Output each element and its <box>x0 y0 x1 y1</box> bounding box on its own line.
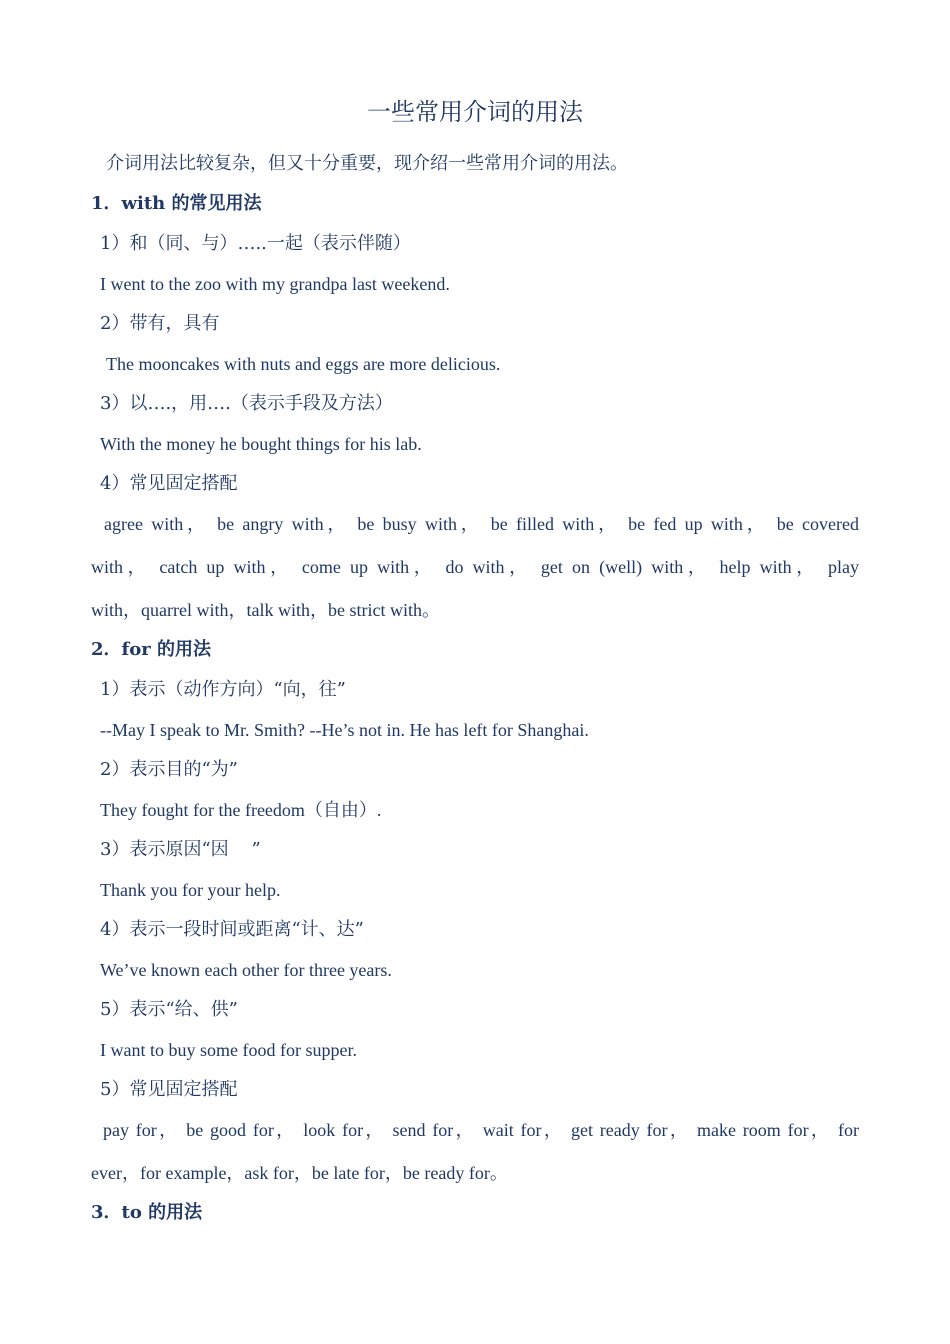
collocation-line: with，quarrel with，talk with，be strict with。 <box>91 600 440 620</box>
usage-label: 1）表示（动作方向）“向，往” <box>100 679 346 700</box>
section-heading-to: 3．to 的用法 <box>91 1202 203 1223</box>
usage-label: 1）和（同、与）…..一起（表示伴随） <box>100 233 411 254</box>
usage-label: 2）表示目的“为” <box>100 759 238 780</box>
intro-paragraph: 介词用法比较复杂，但又十分重要，现介绍一些常用介词的用法。 <box>106 153 628 174</box>
collocation-line: agree with， be angry with， be busy with， be filled with， be fed up with， be covered <box>104 514 859 534</box>
section-heading-with: 1．with 的常见用法 <box>91 193 262 214</box>
example-sentence: Thank you for your help. <box>100 880 281 900</box>
fixed-collocation-label: 4）常见固定搭配 <box>100 473 238 494</box>
example-sentence: We’ve known each other for three years. <box>100 960 392 980</box>
example-sentence: With the money he bought things for his lab. <box>100 434 422 454</box>
usage-label: 3）表示原因“因 ” <box>100 839 261 860</box>
fixed-collocation-label: 5）常见固定搭配 <box>100 1079 238 1100</box>
example-sentence: --May I speak to Mr. Smith? --He’s not in. He has left for Shanghai. <box>100 720 589 740</box>
collocation-line: ever，for example，ask for，be late for，be ready for。 <box>91 1163 508 1183</box>
usage-label: 3）以….，用….（表示手段及方法） <box>100 393 393 414</box>
page-title: 一些常用介词的用法 <box>367 98 583 126</box>
usage-label: 2）带有，具有 <box>100 313 220 334</box>
usage-label: 5）表示“给、供” <box>100 999 238 1020</box>
section-heading-for: 2．for 的用法 <box>91 639 212 660</box>
example-sentence: I went to the zoo with my grandpa last weekend. <box>100 274 450 294</box>
example-sentence: I want to buy some food for supper. <box>100 1040 357 1060</box>
example-sentence: The mooncakes with nuts and eggs are more delicious. <box>106 354 501 374</box>
collocation-line: with， catch up with， come up with， do with， get on (well) with， help with， play <box>91 557 859 577</box>
collocation-line: pay for， be good for， look for， send for， wait for， get ready for， make room for， for <box>103 1120 859 1140</box>
usage-label: 4）表示一段时间或距离“计、达” <box>100 919 364 940</box>
example-sentence: They fought for the freedom（自由）. <box>100 800 382 820</box>
